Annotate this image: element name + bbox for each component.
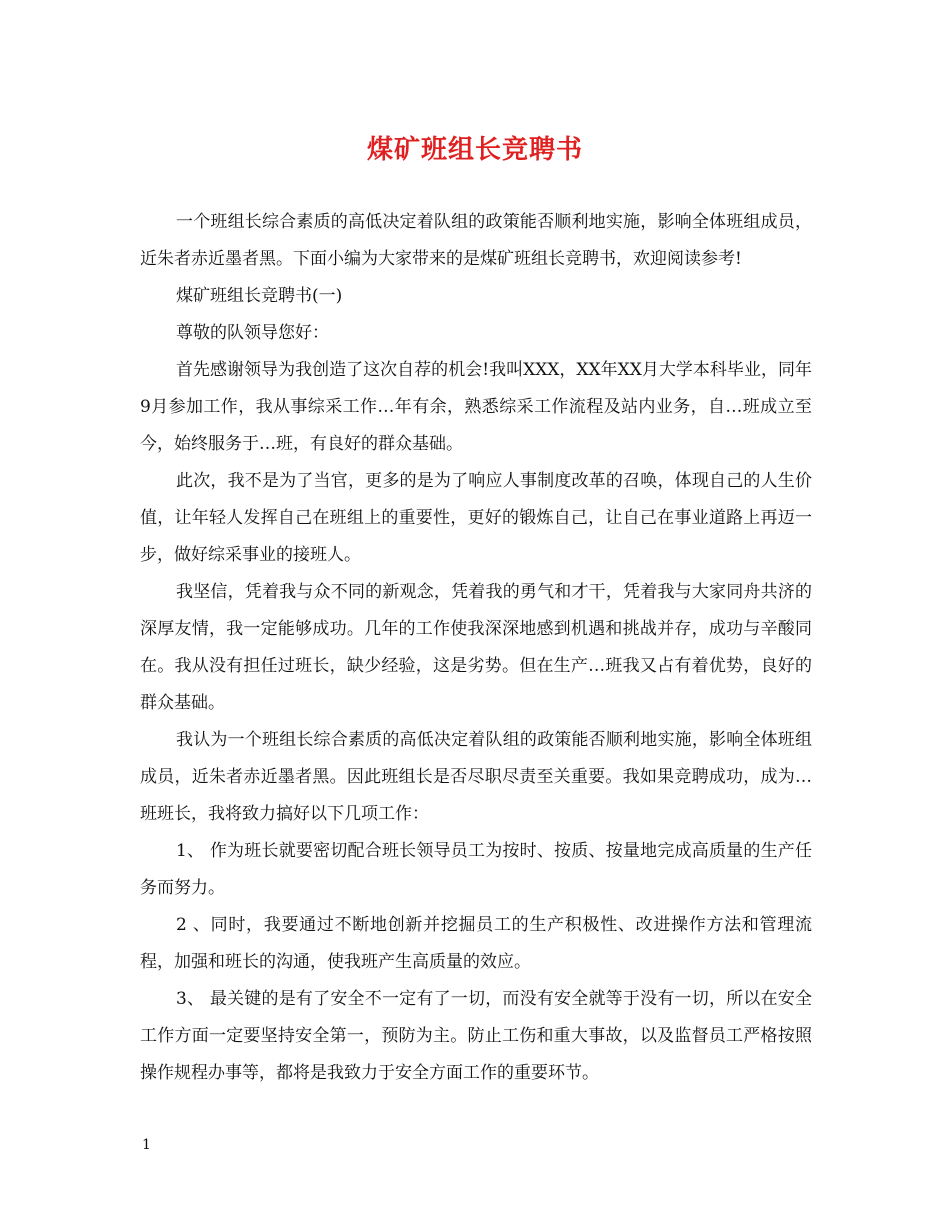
paragraph-item-1: 1、 作为班长就要密切配合班长领导员工为按时、按质、按量地完成高质量的生产任务而努力。 (140, 841, 812, 898)
paragraph-section-heading: 煤矿班组长竞聘书(一) (176, 286, 343, 306)
paragraph-item-2: 2 、同时，我要通过不断地创新并挖掘员工的生产积极性、改进操作方法和管理流程，加强和班长的沟通，使我班产生高质量的效应。 (140, 915, 812, 972)
paragraph-intro: 一个班组长综合素质的高低决定着队组的政策能否顺利地实施，影响全体班组成员，近朱者赤近墨者黑。下面小编为大家带来的是煤矿班组长竞聘书，欢迎阅读参考! (140, 212, 812, 269)
paragraph-item-3: 3、 最关键的是有了安全不一定有了一切，而没有安全就等于没有一切，所以在安全工作方面一定要坚持安全第一，预防为主。防止工伤和重大事故，以及监督员工严格按照操作规程办事等，都将是我致力于安全方面工作的重要环节。 (140, 989, 812, 1083)
paragraph-role-importance: 我认为一个班组长综合素质的高低决定着队组的政策能否顺利地实施，影响全体班组成员，近朱者赤近墨者黑。因此班组长是否尽职尽责至关重要。我如果竞聘成功，成为…班班长，我将致力搞好以下几项工作： (140, 730, 812, 824)
paragraph-confidence: 我坚信，凭着我与众不同的新观念，凭着我的勇气和才干，凭着我与大家同舟共济的深厚友情，我一定能够成功。几年的工作使我深深地感到机遇和挑战并存，成功与辛酸同在。我从没有担任过班长，缺少经验，这是劣势。但在生产…班我又占有着优势，良好的群众基础。 (140, 582, 812, 713)
paragraph-motivation: 此次，我不是为了当官，更多的是为了响应人事制度改革的召唤，体现自己的人生价值，让年轻人发挥自己在班组上的重要性，更好的锻炼自己，让自己在事业道路上再迈一步，做好综采事业的接班人。 (140, 471, 812, 565)
paragraph-salutation: 尊敬的队领导您好： (176, 323, 329, 343)
paragraph-self-introduction: 首先感谢领导为我创造了这次自荐的机会!我叫XXX，XX年XX月大学本科毕业，同年9月参加工作，我从事综采工作…年有余，熟悉综采工作流程及站内业务，自…班成立至今，始终服务于…班，有良好的群众基础。 (140, 360, 812, 454)
document-body (140, 204, 812, 1092)
document-title: 煤矿班组长竞聘书 (366, 135, 583, 165)
page-number: 1 (142, 1137, 151, 1153)
